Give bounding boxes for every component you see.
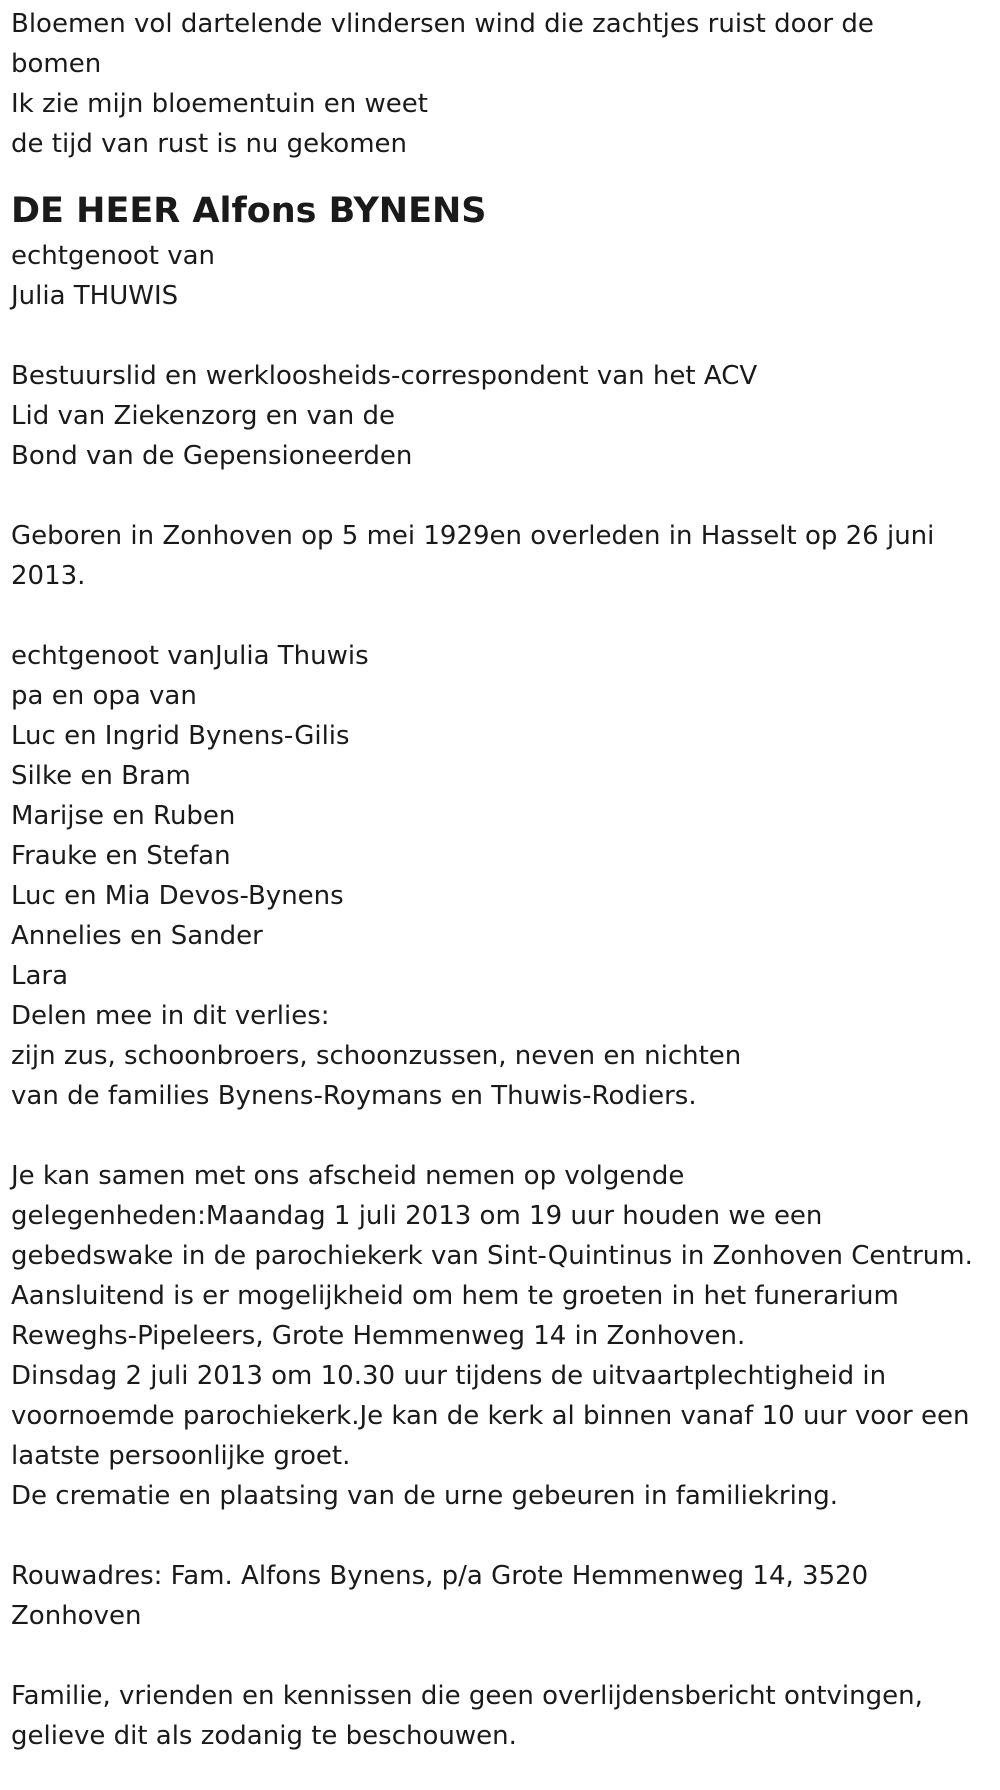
obituary [11, 4, 991, 1756]
family-line: Marijse en Ruben [11, 801, 236, 831]
farewell-paragraph: Je kan samen met ons afscheid nemen op volgende gelegenheden:Maandag 1 juli 2013 om 19 uur houden we een gebedswake in de parochiekerk van Sint-Quintinus in Zonhoven Centrum. Aansluitend is er mogelijkheid om hem te groeten in het funerarium Reweghs-Pipeleers, Grote Hemmenweg 14 in Zonhoven. [11, 1161, 973, 1351]
deceased-name: DE HEER Alfons BYNENS [11, 191, 487, 231]
role-line: Bond van de Gepensioneerden [11, 441, 413, 471]
address-text: Rouwadres: Fam. Alfons Bynens, p/a Grote Hemmenweg 14, 3520 Zonhoven [11, 1561, 869, 1631]
family-line: Silke en Bram [11, 761, 191, 791]
family-line: Annelies en Sander [11, 921, 263, 951]
role-line: Bestuurslid en werkloosheids-correspondent van het ACV [11, 361, 758, 391]
farewell-paragraph: De crematie en plaatsing van de urne gebeuren in familiekring. [11, 1481, 839, 1511]
spouse-label: echtgenoot van [11, 241, 216, 271]
spacer [11, 476, 991, 516]
spacer [11, 596, 991, 636]
spouse-name: Julia THUWIS [11, 281, 179, 311]
spacer [11, 1516, 991, 1556]
spacer [11, 1116, 991, 1156]
birth-death-text: Geboren in Zonhoven op 5 mei 1929en overleden in Hasselt op 26 juni 2013. [11, 521, 935, 591]
farewell-block [11, 1156, 991, 1516]
family-line: Luc en Mia Devos-Bynens [11, 881, 344, 911]
poem [11, 4, 991, 164]
roles-block [11, 356, 991, 476]
spouse-block [11, 236, 991, 316]
poem-line: de tijd van rust is nu gekomen [11, 129, 408, 159]
family-line: echtgenoot vanJulia Thuwis [11, 641, 369, 671]
spacer [11, 316, 991, 356]
role-line: Lid van Ziekenzorg en van de [11, 401, 396, 431]
family-line: Lara [11, 961, 69, 991]
closing-text: Familie, vrienden en kennissen die geen overlijdensbericht ontvingen, gelieve dit als zodanig te beschouwen. [11, 1681, 923, 1751]
family-line: Frauke en Stefan [11, 841, 231, 871]
family-line: pa en opa van [11, 681, 197, 711]
family-line: zijn zus, schoonbroers, schoonzussen, neven en nichten [11, 1041, 742, 1071]
family-line: Delen mee in dit verlies: [11, 1001, 330, 1031]
spacer [11, 1636, 991, 1676]
family-line: Luc en Ingrid Bynens-Gilis [11, 721, 350, 751]
poem-line: Bloemen vol dartelende vlindersen wind die zachtjes ruist door de [11, 9, 874, 39]
poem-line: Ik zie mijn bloementuin en weet [11, 89, 428, 119]
family-line: van de families Bynens-Roymans en Thuwis-Rodiers. [11, 1081, 697, 1111]
poem-line: bomen [11, 49, 102, 79]
farewell-paragraph: Dinsdag 2 juli 2013 om 10.30 uur tijdens de uitvaartplechtigheid in voornoemde parochiekerk.Je kan de kerk al binnen vanaf 10 uur voor een laatste persoonlijke groet. [11, 1361, 970, 1471]
family-block [11, 636, 991, 1116]
